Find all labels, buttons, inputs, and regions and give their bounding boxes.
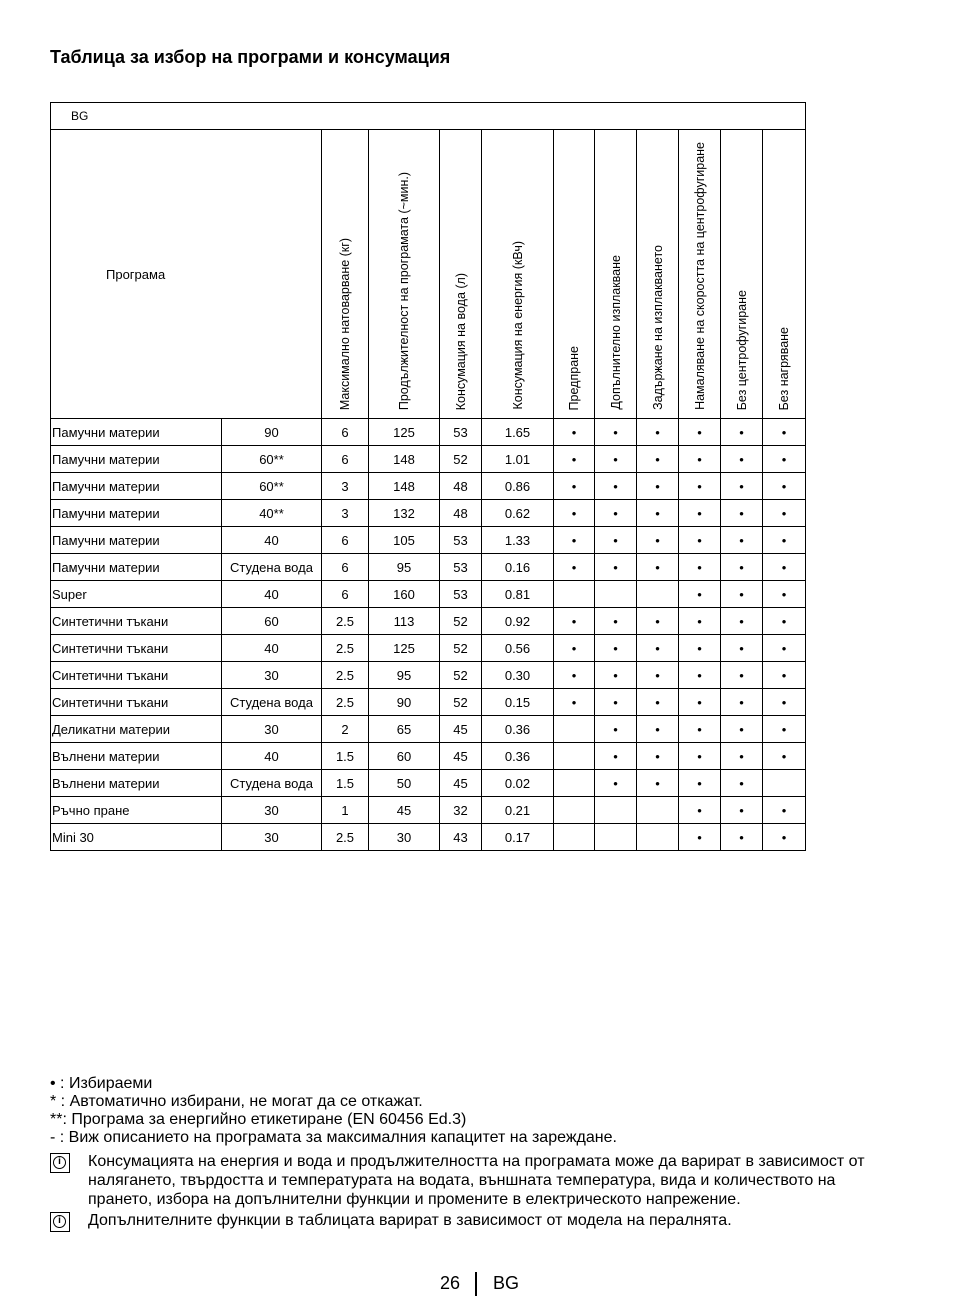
cell-option: • (763, 743, 806, 770)
table-row (51, 473, 806, 500)
cell-option: • (554, 500, 595, 527)
cell-load: 6 (322, 527, 369, 554)
cell-energy: 0.21 (482, 797, 554, 824)
legend (50, 1075, 617, 1147)
cell-option: • (763, 581, 806, 608)
column-header-label: Без нагряване (777, 326, 792, 410)
cell-program: Деликатни материи (51, 716, 222, 743)
table-row (51, 770, 806, 797)
cell-option: • (679, 500, 721, 527)
cell-temp: 40 (222, 527, 322, 554)
cell-option: • (679, 446, 721, 473)
note-functions (50, 1211, 903, 1232)
cell-temp: 60** (222, 446, 322, 473)
cell-load: 2.5 (322, 635, 369, 662)
cell-water: 52 (440, 689, 482, 716)
cell-option: • (721, 716, 763, 743)
cell-duration: 30 (369, 824, 440, 851)
cell-option: • (554, 419, 595, 446)
table-row (51, 446, 806, 473)
cell-temp: 60** (222, 473, 322, 500)
cell-temp: Студена вода (222, 770, 322, 797)
cell-option: • (763, 662, 806, 689)
cell-option: • (595, 689, 637, 716)
cell-option: • (721, 446, 763, 473)
cell-option: • (637, 473, 679, 500)
cell-option: • (554, 446, 595, 473)
cell-option: • (595, 500, 637, 527)
cell-option: • (595, 419, 637, 446)
column-header-label: Задържане на изплакването (650, 245, 665, 410)
cell-program: Памучни материи (51, 527, 222, 554)
cell-option: • (554, 554, 595, 581)
cell-water: 43 (440, 824, 482, 851)
cell-option: • (637, 446, 679, 473)
cell-option: • (721, 500, 763, 527)
legend-energy-label: **: Програма за енергийно етикетиране (EN 60456 Ed.3) (50, 1111, 467, 1128)
cell-option: • (679, 770, 721, 797)
cell-option: • (679, 743, 721, 770)
cell-temp: 40** (222, 500, 322, 527)
cell-option: • (637, 419, 679, 446)
cell-duration: 125 (369, 419, 440, 446)
cell-program: Синтетични тъкани (51, 608, 222, 635)
cell-option: • (763, 797, 806, 824)
cell-option: • (679, 824, 721, 851)
cell-option: • (595, 743, 637, 770)
info-icon: i (50, 1153, 70, 1173)
cell-duration: 105 (369, 527, 440, 554)
cell-energy: 0.36 (482, 743, 554, 770)
cell-program: Памучни материи (51, 419, 222, 446)
cell-option: • (763, 554, 806, 581)
cell-temp: 40 (222, 743, 322, 770)
cell-option: • (679, 527, 721, 554)
table-row (51, 743, 806, 770)
cell-option: • (763, 473, 806, 500)
cell-option: • (595, 473, 637, 500)
cell-temp: Студена вода (222, 554, 322, 581)
cell-option: • (721, 797, 763, 824)
cell-option (554, 797, 595, 824)
cell-duration: 65 (369, 716, 440, 743)
cell-program: Super (51, 581, 222, 608)
cell-temp: 60 (222, 608, 322, 635)
cell-program: Синтетични тъкани (51, 635, 222, 662)
cell-option: • (554, 635, 595, 662)
cell-option: • (679, 581, 721, 608)
cell-temp: 30 (222, 716, 322, 743)
cell-option: • (595, 716, 637, 743)
page-title: Таблица за избор на програми и консумация (50, 47, 451, 67)
cell-load: 2.5 (322, 662, 369, 689)
table-row (51, 419, 806, 446)
cell-water: 53 (440, 527, 482, 554)
cell-temp: 90 (222, 419, 322, 446)
cell-energy: 0.30 (482, 662, 554, 689)
cell-option: • (679, 635, 721, 662)
cell-load: 2 (322, 716, 369, 743)
cell-option (637, 581, 679, 608)
cell-duration: 90 (369, 689, 440, 716)
cell-option: • (679, 608, 721, 635)
cell-option: • (637, 743, 679, 770)
cell-option: • (679, 716, 721, 743)
cell-program: Ръчно пране (51, 797, 222, 824)
column-header (322, 130, 369, 419)
column-header-label: Намаляване на скоростта на центрофугиране (692, 142, 707, 410)
column-header-label: Допълнително изплакване (608, 255, 623, 410)
cell-duration: 95 (369, 554, 440, 581)
cell-water: 45 (440, 770, 482, 797)
cell-option: • (637, 662, 679, 689)
legend-selectable: • : Избираеми (50, 1075, 153, 1092)
column-header (763, 130, 806, 419)
cell-temp: 40 (222, 635, 322, 662)
cell-option: • (637, 500, 679, 527)
cell-water: 52 (440, 635, 482, 662)
cell-option: • (763, 716, 806, 743)
cell-option: • (721, 635, 763, 662)
cell-energy: 0.15 (482, 689, 554, 716)
cell-option: • (721, 473, 763, 500)
cell-option: • (595, 608, 637, 635)
cell-option: • (763, 635, 806, 662)
cell-option: • (554, 608, 595, 635)
cell-option: • (679, 689, 721, 716)
cell-energy: 0.81 (482, 581, 554, 608)
cell-option: • (721, 770, 763, 797)
cell-option (595, 797, 637, 824)
cell-energy: 1.01 (482, 446, 554, 473)
table-row (51, 824, 806, 851)
column-header (679, 130, 721, 419)
note-consumption (50, 1152, 903, 1209)
column-header-label: Предпране (567, 345, 581, 410)
cell-option: • (763, 419, 806, 446)
cell-duration: 148 (369, 473, 440, 500)
cell-water: 45 (440, 716, 482, 743)
table-row (51, 608, 806, 635)
cell-option: • (595, 554, 637, 581)
column-header-label: Консумация на вода (л) (453, 272, 468, 410)
cell-option: • (763, 527, 806, 554)
cell-option: • (763, 689, 806, 716)
cell-load: 6 (322, 419, 369, 446)
cell-option (554, 581, 595, 608)
cell-water: 45 (440, 743, 482, 770)
cell-option: • (554, 689, 595, 716)
cell-option: • (679, 473, 721, 500)
legend-auto: * : Автоматично избирани, не могат да се откажат. (50, 1093, 423, 1110)
cell-temp: 30 (222, 797, 322, 824)
table-row (51, 500, 806, 527)
cell-load: 3 (322, 473, 369, 500)
cell-program: Памучни материи (51, 500, 222, 527)
cell-duration: 113 (369, 608, 440, 635)
page-number: 26 (440, 1273, 461, 1293)
note-text: Консумацията на енергия и вода и продължителността на програмата може да варират в зависимост от налягането, твърдостта и температурата на водата, външната температура, вида и количеството на прането, избора на допълнителни функции и промените в електрическото напрежение. (88, 1153, 865, 1208)
column-header (721, 130, 763, 419)
cell-option: • (763, 500, 806, 527)
column-header (369, 130, 440, 419)
cell-duration: 160 (369, 581, 440, 608)
cell-load: 6 (322, 581, 369, 608)
cell-option: • (554, 662, 595, 689)
cell-option: • (637, 689, 679, 716)
cell-energy: 0.86 (482, 473, 554, 500)
cell-option (637, 824, 679, 851)
cell-load: 1.5 (322, 743, 369, 770)
cell-water: 53 (440, 419, 482, 446)
table-row (51, 635, 806, 662)
cell-option: • (637, 716, 679, 743)
cell-load: 2.5 (322, 689, 369, 716)
legend-max-capacity: - : Виж описанието на програмата за максималния капацитет на зареждане. (50, 1129, 617, 1146)
cell-water: 48 (440, 473, 482, 500)
table-row (51, 797, 806, 824)
cell-option: • (679, 797, 721, 824)
note-text: Допълнителните функции в таблицата варират в зависимост от модела на пералнята. (88, 1212, 732, 1229)
cell-energy: 0.62 (482, 500, 554, 527)
cell-program: Вълнени материи (51, 770, 222, 797)
cell-option: • (554, 473, 595, 500)
footer-language: BG (493, 1273, 520, 1293)
table-row (51, 581, 806, 608)
table-row (51, 527, 806, 554)
program-column-header: Програма (51, 130, 322, 419)
cell-program: Синтетични тъкани (51, 689, 222, 716)
cell-option: • (721, 662, 763, 689)
column-header (482, 130, 554, 419)
cell-option (554, 824, 595, 851)
program-table (50, 102, 806, 851)
cell-option: • (637, 770, 679, 797)
cell-water: 48 (440, 500, 482, 527)
page-footer (0, 1272, 954, 1298)
cell-program: Памучни материи (51, 554, 222, 581)
cell-option: • (679, 662, 721, 689)
cell-option (763, 770, 806, 797)
cell-water: 52 (440, 446, 482, 473)
cell-option: • (721, 419, 763, 446)
cell-load: 3 (322, 500, 369, 527)
cell-program: Mini 30 (51, 824, 222, 851)
cell-duration: 125 (369, 635, 440, 662)
cell-option: • (721, 554, 763, 581)
cell-water: 53 (440, 581, 482, 608)
cell-duration: 50 (369, 770, 440, 797)
cell-energy: 0.16 (482, 554, 554, 581)
cell-energy: 0.36 (482, 716, 554, 743)
column-header-label: Продължителност на програмата (~мин.) (397, 171, 411, 410)
column-header-label: Без центрофугиране (734, 289, 749, 410)
cell-option: • (554, 527, 595, 554)
cell-option (554, 716, 595, 743)
table-lang-label: BG (51, 103, 806, 130)
cell-option: • (595, 527, 637, 554)
table-row (51, 716, 806, 743)
cell-option (637, 797, 679, 824)
info-icon: i (50, 1212, 70, 1232)
cell-duration: 45 (369, 797, 440, 824)
cell-energy: 1.33 (482, 527, 554, 554)
cell-water: 52 (440, 662, 482, 689)
cell-option: • (763, 824, 806, 851)
cell-option: • (637, 527, 679, 554)
cell-option: • (595, 662, 637, 689)
cell-option: • (637, 608, 679, 635)
cell-load: 6 (322, 554, 369, 581)
column-header (440, 130, 482, 419)
cell-duration: 148 (369, 446, 440, 473)
cell-load: 1 (322, 797, 369, 824)
cell-option: • (721, 581, 763, 608)
cell-option: • (721, 743, 763, 770)
cell-water: 32 (440, 797, 482, 824)
table-row (51, 662, 806, 689)
cell-option: • (679, 554, 721, 581)
cell-temp: 30 (222, 824, 322, 851)
cell-program: Синтетични тъкани (51, 662, 222, 689)
cell-energy: 0.02 (482, 770, 554, 797)
cell-load: 2.5 (322, 608, 369, 635)
cell-option: • (679, 419, 721, 446)
cell-load: 6 (322, 446, 369, 473)
cell-load: 2.5 (322, 824, 369, 851)
cell-duration: 95 (369, 662, 440, 689)
cell-program: Памучни материи (51, 446, 222, 473)
cell-option (554, 770, 595, 797)
cell-temp: Студена вода (222, 689, 322, 716)
cell-temp: 40 (222, 581, 322, 608)
cell-duration: 132 (369, 500, 440, 527)
cell-energy: 0.17 (482, 824, 554, 851)
cell-option: • (721, 608, 763, 635)
column-header-label: Максимално натоварване (кг) (338, 237, 352, 410)
cell-option (595, 581, 637, 608)
cell-energy: 0.92 (482, 608, 554, 635)
column-header (637, 130, 679, 419)
cell-program: Памучни материи (51, 473, 222, 500)
table-row (51, 554, 806, 581)
cell-option: • (637, 635, 679, 662)
column-header (554, 130, 595, 419)
cell-option: • (595, 770, 637, 797)
cell-option: • (637, 554, 679, 581)
cell-duration: 60 (369, 743, 440, 770)
column-header-label: Консумация на енергия (кВч) (510, 241, 525, 410)
cell-option (554, 743, 595, 770)
cell-option: • (595, 635, 637, 662)
cell-load: 1.5 (322, 770, 369, 797)
cell-energy: 0.56 (482, 635, 554, 662)
cell-option: • (763, 608, 806, 635)
column-header (595, 130, 637, 419)
cell-temp: 30 (222, 662, 322, 689)
cell-option: • (721, 824, 763, 851)
cell-option: • (721, 527, 763, 554)
cell-option: • (721, 689, 763, 716)
table-row (51, 689, 806, 716)
cell-option (595, 824, 637, 851)
cell-water: 53 (440, 554, 482, 581)
cell-program: Вълнени материи (51, 743, 222, 770)
cell-option: • (763, 446, 806, 473)
cell-option: • (595, 446, 637, 473)
footer-divider (475, 1272, 477, 1296)
cell-energy: 1.65 (482, 419, 554, 446)
cell-water: 52 (440, 608, 482, 635)
